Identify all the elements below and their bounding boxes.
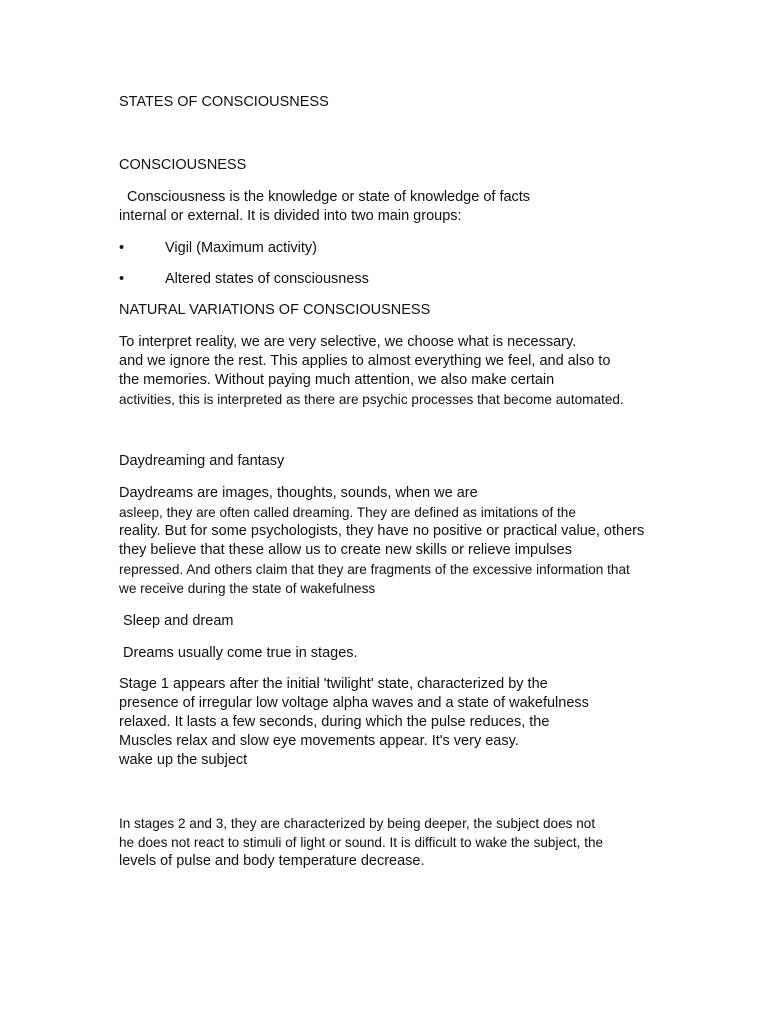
paragraph-line: relaxed. It lasts a few seconds, during which the pulse reduces, the bbox=[119, 714, 550, 730]
paragraph-line: wake up the subject bbox=[119, 752, 248, 768]
paragraph-line: activities, this is interpreted as there are psychic processes that become automated. bbox=[119, 392, 624, 407]
paragraph-line: they believe that these allow us to create new skills or relieve impulses bbox=[119, 542, 572, 558]
paragraph-line: Muscles relax and slow eye movements appear. It's very easy. bbox=[119, 733, 519, 749]
paragraph-line: Stage 1 appears after the initial 'twilight' state, characterized by the bbox=[119, 676, 548, 692]
section-heading-daydreaming: Daydreaming and fantasy bbox=[119, 453, 285, 469]
bullet-item-altered-states: Altered states of consciousness bbox=[165, 271, 369, 287]
intro-line: Consciousness is the knowledge or state of knowledge of facts bbox=[119, 189, 531, 205]
paragraph-line: In stages 2 and 3, they are characterized by being deeper, the subject does not bbox=[119, 816, 596, 831]
paragraph-line: Daydreams are images, thoughts, sounds, when we are bbox=[119, 485, 478, 501]
paragraph-line: presence of irregular low voltage alpha waves and a state of wakefulness bbox=[119, 695, 589, 711]
section-heading-consciousness: CONSCIOUSNESS bbox=[119, 157, 247, 173]
paragraph-line: we receive during the state of wakefulness bbox=[119, 581, 376, 596]
paragraph-line: and we ignore the rest. This applies to almost everything we feel, and also to bbox=[119, 353, 611, 369]
bullet-icon: • bbox=[119, 240, 125, 256]
paragraph-line: asleep, they are often called dreaming. They are defined as imitations of the bbox=[119, 505, 576, 520]
paragraph-line: the memories. Without paying much attention, we also make certain bbox=[119, 372, 555, 388]
bullet-icon: • bbox=[119, 271, 125, 287]
paragraph-line: he does not react to stimuli of light or sound. It is difficult to wake the subject, the bbox=[119, 835, 604, 850]
intro-line: internal or external. It is divided into two main groups: bbox=[119, 208, 462, 224]
paragraph-line: Dreams usually come true in stages. bbox=[119, 645, 358, 661]
section-heading-natural-variations: NATURAL VARIATIONS OF CONSCIOUSNESS bbox=[119, 302, 431, 318]
paragraph-line: reality. But for some psychologists, they have no positive or practical value, others bbox=[119, 523, 645, 539]
document-title: STATES OF CONSCIOUSNESS bbox=[119, 94, 329, 110]
section-heading-sleep-and-dream: Sleep and dream bbox=[119, 613, 234, 629]
bullet-item-vigil: Vigil (Maximum activity) bbox=[165, 240, 318, 256]
paragraph-line: levels of pulse and body temperature decrease. bbox=[119, 853, 425, 869]
paragraph-line: To interpret reality, we are very selective, we choose what is necessary. bbox=[119, 334, 577, 350]
paragraph-line: repressed. And others claim that they are fragments of the excessive information that bbox=[119, 562, 630, 577]
